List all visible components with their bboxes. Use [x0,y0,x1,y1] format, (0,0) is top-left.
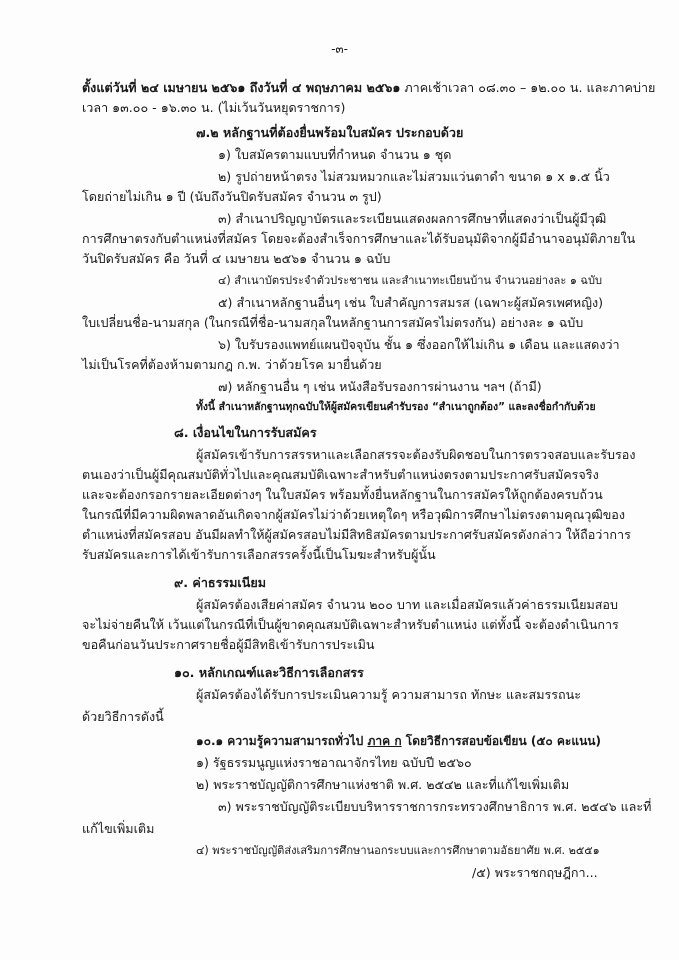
section-8-line-3: และจะต้องกรอกรายละเอียดต่างๆ ในใบสมัคร พร้อมทั้งยื่นหลักฐานในการสมัครให้ถูกต้องครบถ้วน [82,487,603,502]
section-10-1-heading [196,733,601,749]
document-item-3-line-1: ๓) สำเนาปริญญาบัตรและระเบียนแสดงผลการศึกษาที่แสดงว่าเป็นผู้มีวุฒิ [218,211,607,226]
section-10-line-2: ด้วยวิธีการดังนี้ [82,709,164,724]
section-8-line-6: รับสมัครและการได้เข้ารับการเลือกสรรครั้งนี้เป็นโมฆะสำหรับผู้นั้น [82,547,436,562]
section-10-1-method: โดยวิธีการสอบข้อเขียน (๕๐ คะแนน) [401,734,601,748]
section-9-line-3: ขอคืนก่อนวันประกาศรายชื่อผู้มีสิทธิเข้ารับการประเมิน [82,637,375,652]
law-item-2: ๒) พระราชบัญญัติการศึกษาแห่งชาติ พ.ศ. ๒๕๔๒ และที่แก้ไขเพิ่มเติม [196,777,570,792]
document-item-2-line-2: โดยถ่ายไม่เกิน ๑ ปี (นับถึงวันปิดรับสมัคร จำนวน ๓ รูป) [82,189,382,204]
application-period-line-1 [82,80,655,96]
section-9-heading: ๙. ค่าธรรมเนียม [174,575,266,590]
law-item-3-line-1: ๓) พระราชบัญญัติระเบียบบริหารราชการกระทรวงศึกษาธิการ พ.ศ. ๒๕๔๖ และที่ [218,799,652,814]
document-item-6-line-1: ๖) ใบรับรองแพทย์แผนปัจจุบัน ชั้น ๑ ซึ่งออกให้ไม่เกิน ๑ เดือน และแสดงว่า [218,337,620,352]
law-item-3-line-2: แก้ไขเพิ่มเติม [82,821,155,836]
continued-marker: /๕) พระราชกฤษฎีกา... [472,865,598,880]
law-item-1: ๑) รัฐธรรมนูญแห่งราชอาณาจักรไทย ฉบับปี ๒๕๖๐ [196,755,472,770]
law-item-4: ๔) พระราชบัญญัติส่งเสริมการศึกษานอกระบบและการศึกษาตามอัธยาศัย พ.ศ. ๒๕๕๑ [196,844,600,857]
section-9-line-1: ผู้สมัครต้องเสียค่าสมัคร จำนวน ๒๐๐ บาท และเมื่อสมัครแล้วค่าธรรมเนียมสอบ [196,597,618,612]
document-item-3-line-2: การศึกษาตรงกับตำแหน่งที่สมัคร โดยจะต้องสำเร็จการศึกษาและได้รับอนุมัติจากผู้มีอำนาจอนุมัติภายใน [82,231,636,246]
section-10-heading: ๑๐. หลักเกณฑ์และวิธีการเลือกสรร [174,665,364,680]
section-10-line-1: ผู้สมัครต้องได้รับการประเมินความรู้ ความสามารถ ทักษะ และสมรรถนะ [196,687,582,702]
section-8-line-5: ตำแหน่งที่สมัครสอบ อันมีผลทำให้ผู้สมัครสอบไม่มีสิทธิสมัครตามประกาศรับสมัครดังกล่าว ให้ถือว่าการ [82,527,631,542]
section-9-line-2: จะไม่จ่ายคืนให้ เว้นแต่ในกรณีที่เป็นผู้ขาดคุณสมบัติเฉพาะสำหรับตำแหน่ง แต่ทั้งนี้ จะต้องดำเนินการ [82,617,619,632]
section-8-heading: ๘. เงื่อนไขในการรับสมัคร [174,425,317,440]
section-8-line-2: ตนเองว่าเป็นผู้มีคุณสมบัติทั่วไปและคุณสมบัติเฉพาะสำหรับตำแหน่งตรงตามประกาศรับสมัครจริง [82,467,599,482]
document-item-2-line-1: ๒) รูปถ่ายหน้าตรง ไม่สวมหมวกและไม่สวมแว่นตาดำ ขนาด ๑ x ๑.๕ นิ้ว [218,169,610,184]
page-number: -๓- [331,42,348,56]
section-7-2-heading: ๗.๒ หลักฐานที่ต้องยื่นพร้อมใบสมัคร ประกอบด้วย [196,125,464,140]
certification-note: ทั้งนี้ สำเนาหลักฐานทุกฉบับให้ผู้สมัครเขียนคำรับรอง “สำเนาถูกต้อง” และลงชื่อกำกับด้วย [196,401,596,413]
section-8-line-4: ในกรณีที่มีความผิดพลาดอันเกิดจากผู้สมัครไม่ว่าด้วยเหตุใดๆ หรือวุฒิการศึกษาไม่ตรงตามคุณวุฒิของ [82,507,626,522]
document-item-1: ๑) ใบสมัครตามแบบที่กำหนด จำนวน ๑ ชุด [218,147,452,162]
application-period-dates: ตั้งแต่วันที่ ๒๔ เมษายน ๒๕๖๑ ถึงวันที่ ๔ พฤษภาคม ๒๕๖๑ [82,80,401,95]
document-item-7: ๗) หลักฐานอื่น ๆ เช่น หนังสือรับรองการผ่านงาน ฯลฯ (ถ้ามี) [218,379,542,394]
part-a-label: ภาค ก [367,734,402,748]
document-item-5-line-1: ๕) สำเนาหลักฐานอื่นๆ เช่น ใบสำคัญการสมรส (เฉพาะผู้สมัครเพศหญิง) [218,295,604,310]
document-item-4: ๔) สำเนาบัตรประจำตัวประชาชน และสำเนาทะเบียนบ้าน จำนวนอย่างละ ๑ ฉบับ [218,274,603,287]
document-item-3-line-3: วันปิดรับสมัคร คือ วันที่ ๔ เมษายน ๒๕๖๑ จำนวน ๑ ฉบับ [82,251,391,266]
application-period-times: ภาคเช้าเวลา ๐๘.๓๐ – ๑๒.๐๐ น. และภาคบ่าย [400,80,656,95]
document-item-5-line-2: ใบเปลี่ยนชื่อ-นามสกุล (ในกรณีที่ชื่อ-นามสกุลในหลักฐานการสมัครไม่ตรงกัน) อย่างละ ๑ ฉบับ [82,315,584,330]
application-period-line-2: เวลา ๑๓.๐๐ - ๑๖.๓๐ น. (ไม่เว้นวันหยุดราชการ) [82,100,346,115]
section-8-line-1: ผู้สมัครเข้ารับการสรรหาและเลือกสรรจะต้องรับผิดชอบในการตรวจสอบและรับรอง [196,447,636,462]
document-item-6-line-2: ไม่เป็นโรคที่ต้องห้ามตามกฎ ก.พ. ว่าด้วยโรค มายื่นด้วย [82,357,382,372]
section-10-1-title: ๑๐.๑ ความรู้ความสามารถทั่วไป [196,734,368,748]
